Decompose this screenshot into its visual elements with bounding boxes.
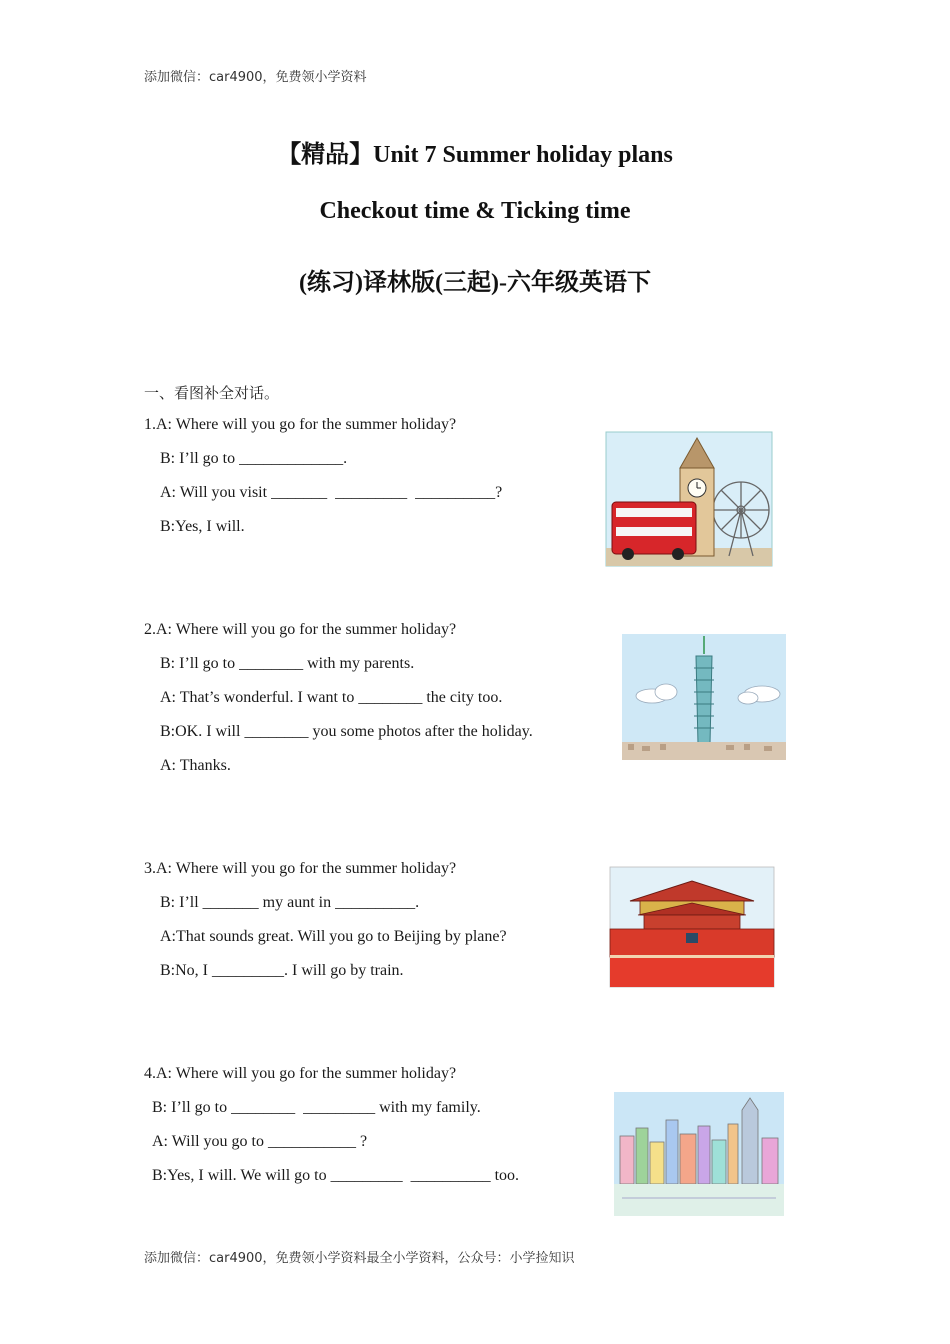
question-3-line-3: A:That sounds great. Will you go to Beijing by plane? <box>160 928 507 945</box>
tiananmen-illustration <box>608 865 776 989</box>
london-illustration <box>604 430 774 570</box>
question-3-line-4: B:No, I _________. I will go by train. <box>160 962 404 979</box>
question-4-line-1: 4.A: Where will you go for the summer holiday? <box>144 1065 457 1082</box>
question-4-line-2: B: I’ll go to ________ _________ with my family. <box>152 1099 481 1116</box>
question-1-line-1: 1.A: Where will you go for the summer holiday? <box>144 416 457 433</box>
hongkong-skyline-illustration <box>612 1090 786 1218</box>
taipei-tower-illustration <box>620 632 788 762</box>
question-4-line-4: B:Yes, I will. We will go to _________ __________ too. <box>152 1167 520 1184</box>
question-2-line-3: A: That’s wonderful. I want to ________ the city too. <box>160 689 503 706</box>
question-2-line-4: B:OK. I will ________ you some photos after the holiday. <box>160 723 533 740</box>
section-heading: 一、看图补全对话。 <box>144 384 280 402</box>
question-3-line-1: 3.A: Where will you go for the summer holiday? <box>144 860 457 877</box>
question-2-line-1: 2.A: Where will you go for the summer holiday? <box>144 621 457 638</box>
header-note: 添加微信：car4900，免费领小学资料 <box>144 70 367 85</box>
question-4-line-3: A: Will you go to ___________ ? <box>152 1133 368 1150</box>
question-2-line-5: A: Thanks. <box>160 757 231 774</box>
page-title: 【精品】Unit 7 Summer holiday plans <box>277 142 673 168</box>
question-1-line-3: A: Will you visit _______ _________ __________? <box>160 484 503 501</box>
question-3-line-2: B: I’ll _______ my aunt in __________. <box>160 894 420 911</box>
footer-note: 添加微信：car4900，免费领小学资料最全小学资料，公众号：小学捡知识 <box>144 1251 575 1266</box>
question-2-line-2: B: I’ll go to ________ with my parents. <box>160 655 415 672</box>
question-1-line-4: B:Yes, I will. <box>160 518 245 535</box>
page-subtitle: Checkout time & Ticking time <box>319 198 631 224</box>
question-1-line-2: B: I’ll go to _____________. <box>160 450 348 467</box>
page-subtitle-2: (练习)译林版(三起)-六年级英语下 <box>299 270 651 296</box>
